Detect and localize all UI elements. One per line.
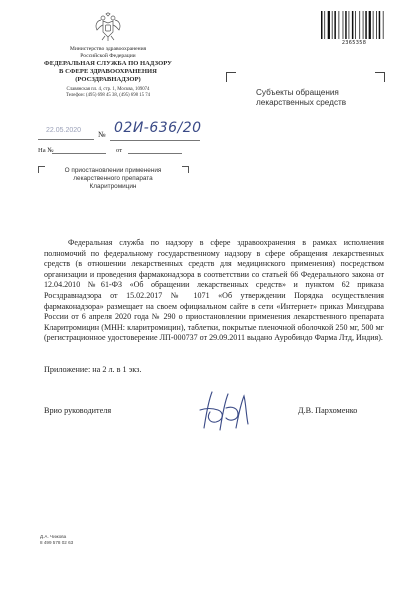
ministry-name — [40, 46, 176, 59]
subject-bracket — [182, 166, 189, 173]
number-field-line — [110, 140, 200, 141]
address-corner-mark — [226, 72, 236, 82]
barcode-bar — [324, 11, 325, 39]
barcode-bar — [328, 11, 330, 39]
subject-line: Кларитромицин — [89, 182, 137, 190]
barcode-number: 2365358 — [341, 40, 367, 46]
attachment-note: Приложение: на 2 л. в 1 экз. — [44, 365, 142, 374]
date-stamp: 22.05.2020 — [46, 127, 82, 134]
recipient-line: лекарственных средств — [256, 98, 347, 107]
barcode-bar — [369, 11, 371, 39]
agency-line: (РОСЗДРАВНАДЗОР) — [75, 76, 141, 83]
barcode-icon — [320, 11, 386, 39]
reference-date-label: от — [116, 147, 123, 154]
recipient-line: Субъекты обращения — [256, 88, 339, 97]
reference-date-field — [128, 153, 182, 154]
barcode-bar — [345, 11, 347, 39]
double-headed-eagle-emblem-icon — [94, 12, 122, 42]
barcode-bar — [352, 11, 354, 39]
executor-phone: 8 499 578 02 63 — [40, 540, 74, 545]
agency-line: ФЕДЕРАЛЬНАЯ СЛУЖБА ПО НАДЗОРУ — [44, 60, 172, 67]
signer-name: Д.В. Пархоменко — [298, 406, 358, 415]
ministry-line: Министерство здравоохранения — [69, 46, 147, 52]
address-corner-mark — [375, 72, 385, 82]
executor-info — [40, 534, 73, 546]
subject-line: О приостановлении применения — [64, 167, 162, 174]
subject-bracket — [38, 166, 45, 173]
reference-number-label: На № — [38, 147, 54, 154]
barcode-bar — [334, 11, 336, 39]
barcode-bar — [373, 11, 374, 39]
agency-name — [30, 60, 186, 84]
barcode-bar — [339, 11, 340, 39]
letter-subject — [46, 167, 180, 190]
barcode-bar — [383, 11, 384, 39]
reference-number-field — [52, 153, 106, 154]
barcode-bar — [379, 11, 381, 39]
barcode-bar — [359, 11, 360, 39]
agency-line: В СФЕРЕ ЗДРАВООХРАНЕНИЯ — [59, 68, 157, 75]
registration-number: 02И-636/20 — [114, 120, 202, 136]
ministry-line: Российской Федерации — [80, 52, 136, 59]
executor-name: Д.А. Чижова — [40, 534, 67, 539]
address-line: Славянская пл. 4, стр. 1, Москва, 109074 — [66, 87, 150, 92]
barcode-bar — [355, 11, 356, 39]
barcode-bar — [332, 11, 333, 39]
phone-line: Телефон: (495) 698 45 38, (495) 698 15 74 — [65, 93, 150, 99]
barcode-bar — [365, 11, 367, 39]
number-sign: № — [98, 130, 106, 139]
letter-body-paragraph: Федеральная служба по надзору в сфере здравоохранения в рамках исполнения полномочий по федеральному государственному надзору в сфере обращения лекарственных средств (в отношении лекарственных средств для медицинского применения) посредством организации и проведения фармаконадзора в соответствии со статьей 66 Федерального закона от 12.04.2010 №61-ФЗ «Об обращении лекарственных средств» и пунктом 62 приказа Росздравнадзора от 15.02.2017 № 1071 «Об утверждении Порядка осуществления фармаконадзора» размещает на своем официальном сайте в сети «Интернет» приказ Минздрава России от 6 апреля 2020 года № 290 о приостановлении применения лекарственного препарата Кларитромицин (МНН: кларитромицин), таблетки, покрытые пленочной оболочкой 250 мг, 500 мг (регистрационное удостоверение ЛП-000737 от 29.09.2011 выдано Ауробиндо Фарма Лтд, Индия). — [44, 238, 384, 343]
barcode-bar — [343, 11, 344, 39]
barcode-bar — [349, 11, 350, 39]
barcode-bar — [321, 11, 323, 39]
handwritten-signature-icon — [196, 388, 254, 436]
barcode-bar — [376, 11, 377, 39]
signer-position: Врио руководителя — [44, 406, 112, 415]
barcode-bar — [363, 11, 364, 39]
subject-line: лекарственного препарата — [73, 174, 153, 182]
recipient-block — [256, 88, 396, 108]
agency-address — [30, 87, 186, 100]
